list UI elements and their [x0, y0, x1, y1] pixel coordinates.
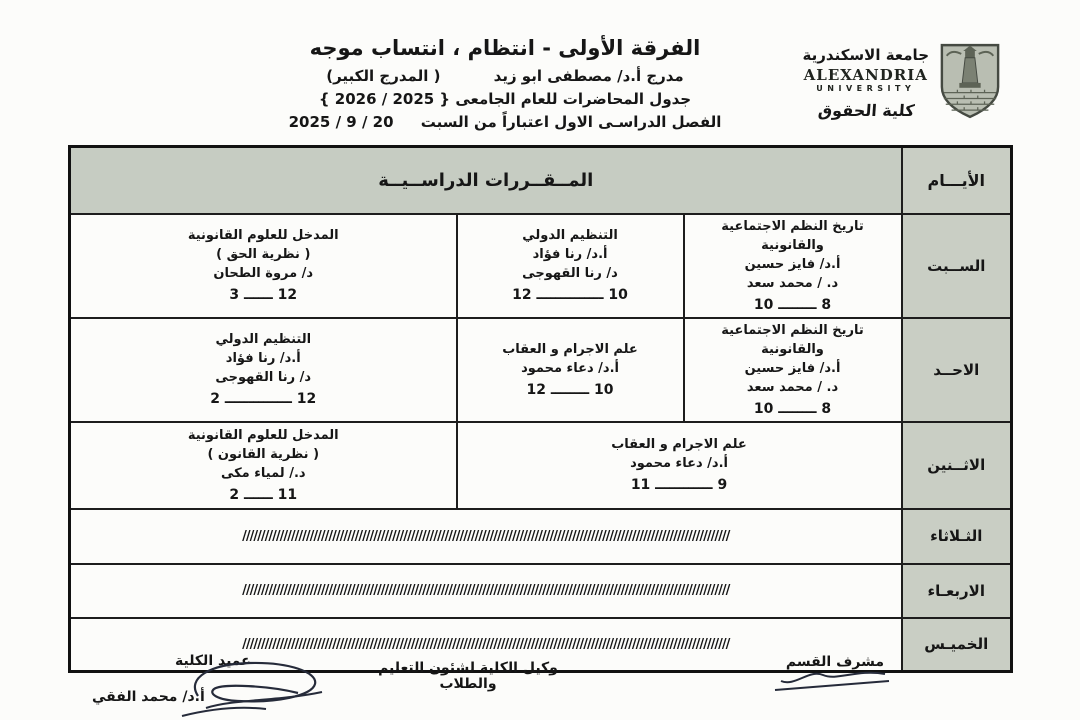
university-subtitle-english: UNIVERSITY — [816, 84, 916, 93]
university-name-english: ALEXANDRIA — [803, 66, 928, 84]
course-professor: د. / محمد سعد — [746, 275, 839, 291]
no-lectures-marker: ////////////////////////////////////////////////////////////////////////////////////////////////////////////////////////////////// — [70, 618, 902, 672]
lighthouse-shield-icon — [938, 42, 1002, 120]
course-title: علم الاجرام و العقاب — [611, 437, 747, 452]
title-line3: جدول المحاضرات للعام الجامعى { 2025 / 2026 } — [318, 90, 692, 108]
course-subtitle: ( نظرية الحق ) — [216, 247, 311, 262]
day-cell-monday: الاثــنين — [902, 422, 1012, 509]
course-professor: أ.د/ فايز حسين — [744, 256, 841, 272]
course-title: المدخل للعلوم القانونية — [187, 427, 339, 443]
course-time: 8 ــــــــ 10 — [753, 296, 832, 313]
faculty-name: كلية الحقوق — [816, 101, 915, 120]
day-cell-tuesday: الثـلاثاء — [902, 509, 1012, 564]
document-header — [265, 36, 745, 131]
course-time: 10 ــــــــ 12 — [526, 381, 614, 398]
course-title: التنظيم الدولي — [522, 228, 618, 243]
course-cell — [70, 214, 457, 318]
course-professor: د/ رنا القهوجى — [522, 266, 618, 281]
title-line4 — [265, 113, 745, 131]
course-time: 11 ــــــ 2 — [229, 486, 298, 503]
course-professor: د./ لمياء مكى — [220, 465, 306, 481]
course-cell-merged — [457, 422, 902, 509]
course-cell — [457, 318, 684, 422]
title-line2 — [265, 67, 745, 85]
days-column-header: الأيـــام — [902, 147, 1012, 214]
course-professor: د. / محمد سعد — [746, 379, 839, 395]
course-time: 8 ــــــــ 10 — [753, 400, 832, 417]
course-professor: أ.د/ رنا فؤاد — [225, 351, 301, 366]
course-time: 12 ــــــــــــــ 2 — [210, 391, 317, 407]
course-title: المدخل للعلوم القانونية — [187, 228, 339, 243]
day-cell-sunday: الاحــد — [902, 318, 1012, 422]
title-line1: الفرقة الأولى - انتظام ، انتساب موجه — [309, 36, 701, 60]
dean-signature — [178, 656, 328, 720]
course-professor: د/ مروة الطحان — [213, 266, 314, 281]
course-professor: أ.د/ رنا فؤاد — [532, 247, 608, 262]
course-time: 9 ــــــــــــ 11 — [630, 477, 728, 493]
course-time: 10 ــــــــــــــ 12 — [512, 287, 628, 303]
course-subtitle: ( نظرية القانون ) — [207, 446, 320, 462]
day-cell-thursday: الخميـس — [902, 618, 1012, 672]
course-cell — [457, 214, 684, 318]
course-cell — [684, 318, 902, 422]
day-cell-wednesday: الاربعـاء — [902, 564, 1012, 618]
lecture-hall-text: مدرج أ.د/ مصطفى ابو زيد — [493, 67, 684, 85]
dean-title-label: عميد الكلية — [175, 653, 251, 669]
university-name-arabic: جامعة الاسكندرية — [802, 46, 929, 64]
table-row-sunday — [70, 318, 1012, 422]
table-row-saturday — [70, 214, 1012, 318]
course-professor: أ.د/ دعاء محمود — [521, 360, 619, 376]
university-logo — [770, 42, 1002, 120]
course-cell — [684, 214, 902, 318]
no-lectures-marker: ////////////////////////////////////////////////////////////////////////////////////////////////////////////////////////////////// — [70, 564, 902, 618]
course-cell — [70, 318, 457, 422]
table-header-row — [70, 147, 1012, 214]
course-title: التنظيم الدولي — [215, 332, 312, 347]
course-title: تاريخ النظم الاجتماعية والقانونية — [721, 218, 864, 253]
semester-start-date: 20 / 9 / 2025 — [288, 113, 394, 131]
course-title: علم الاجرام و العقاب — [502, 341, 638, 357]
table-row-wednesday — [70, 564, 1012, 618]
day-cell-saturday: الســبت — [902, 214, 1012, 318]
course-professor: أ.د/ دعاء محمود — [630, 456, 728, 471]
course-cell — [70, 422, 457, 509]
vice-dean-label: وكيل الكلية لشئون التعليم والطلاب — [378, 660, 558, 692]
dean-name: أ.د/ محمد الفقي — [92, 689, 205, 705]
course-title: تاريخ النظم الاجتماعية والقانونية — [721, 322, 864, 357]
table-row-tuesday — [70, 509, 1012, 564]
table-row-monday — [70, 422, 1012, 509]
logo-text-block — [803, 42, 929, 120]
supervisor-signature — [773, 662, 895, 698]
semester-text: الفصل الدراسـى الاول اعتباراً من السبت — [420, 113, 722, 131]
lecture-schedule-table — [68, 145, 1013, 673]
course-professor: د/ رنا القهوجى — [215, 370, 312, 385]
no-lectures-marker: ////////////////////////////////////////////////////////////////////////////////////////////////////////////////////////////////// — [70, 509, 902, 564]
lecture-hall-note: ( المدرج الكبير) — [326, 67, 441, 85]
course-time: 12 ــــــ 3 — [229, 287, 298, 303]
department-supervisor-label: مشرف القسم — [785, 654, 884, 670]
courses-header: المــقــررات الدراســيــة — [70, 147, 902, 214]
course-professor: أ.د/ فايز حسين — [744, 360, 841, 376]
